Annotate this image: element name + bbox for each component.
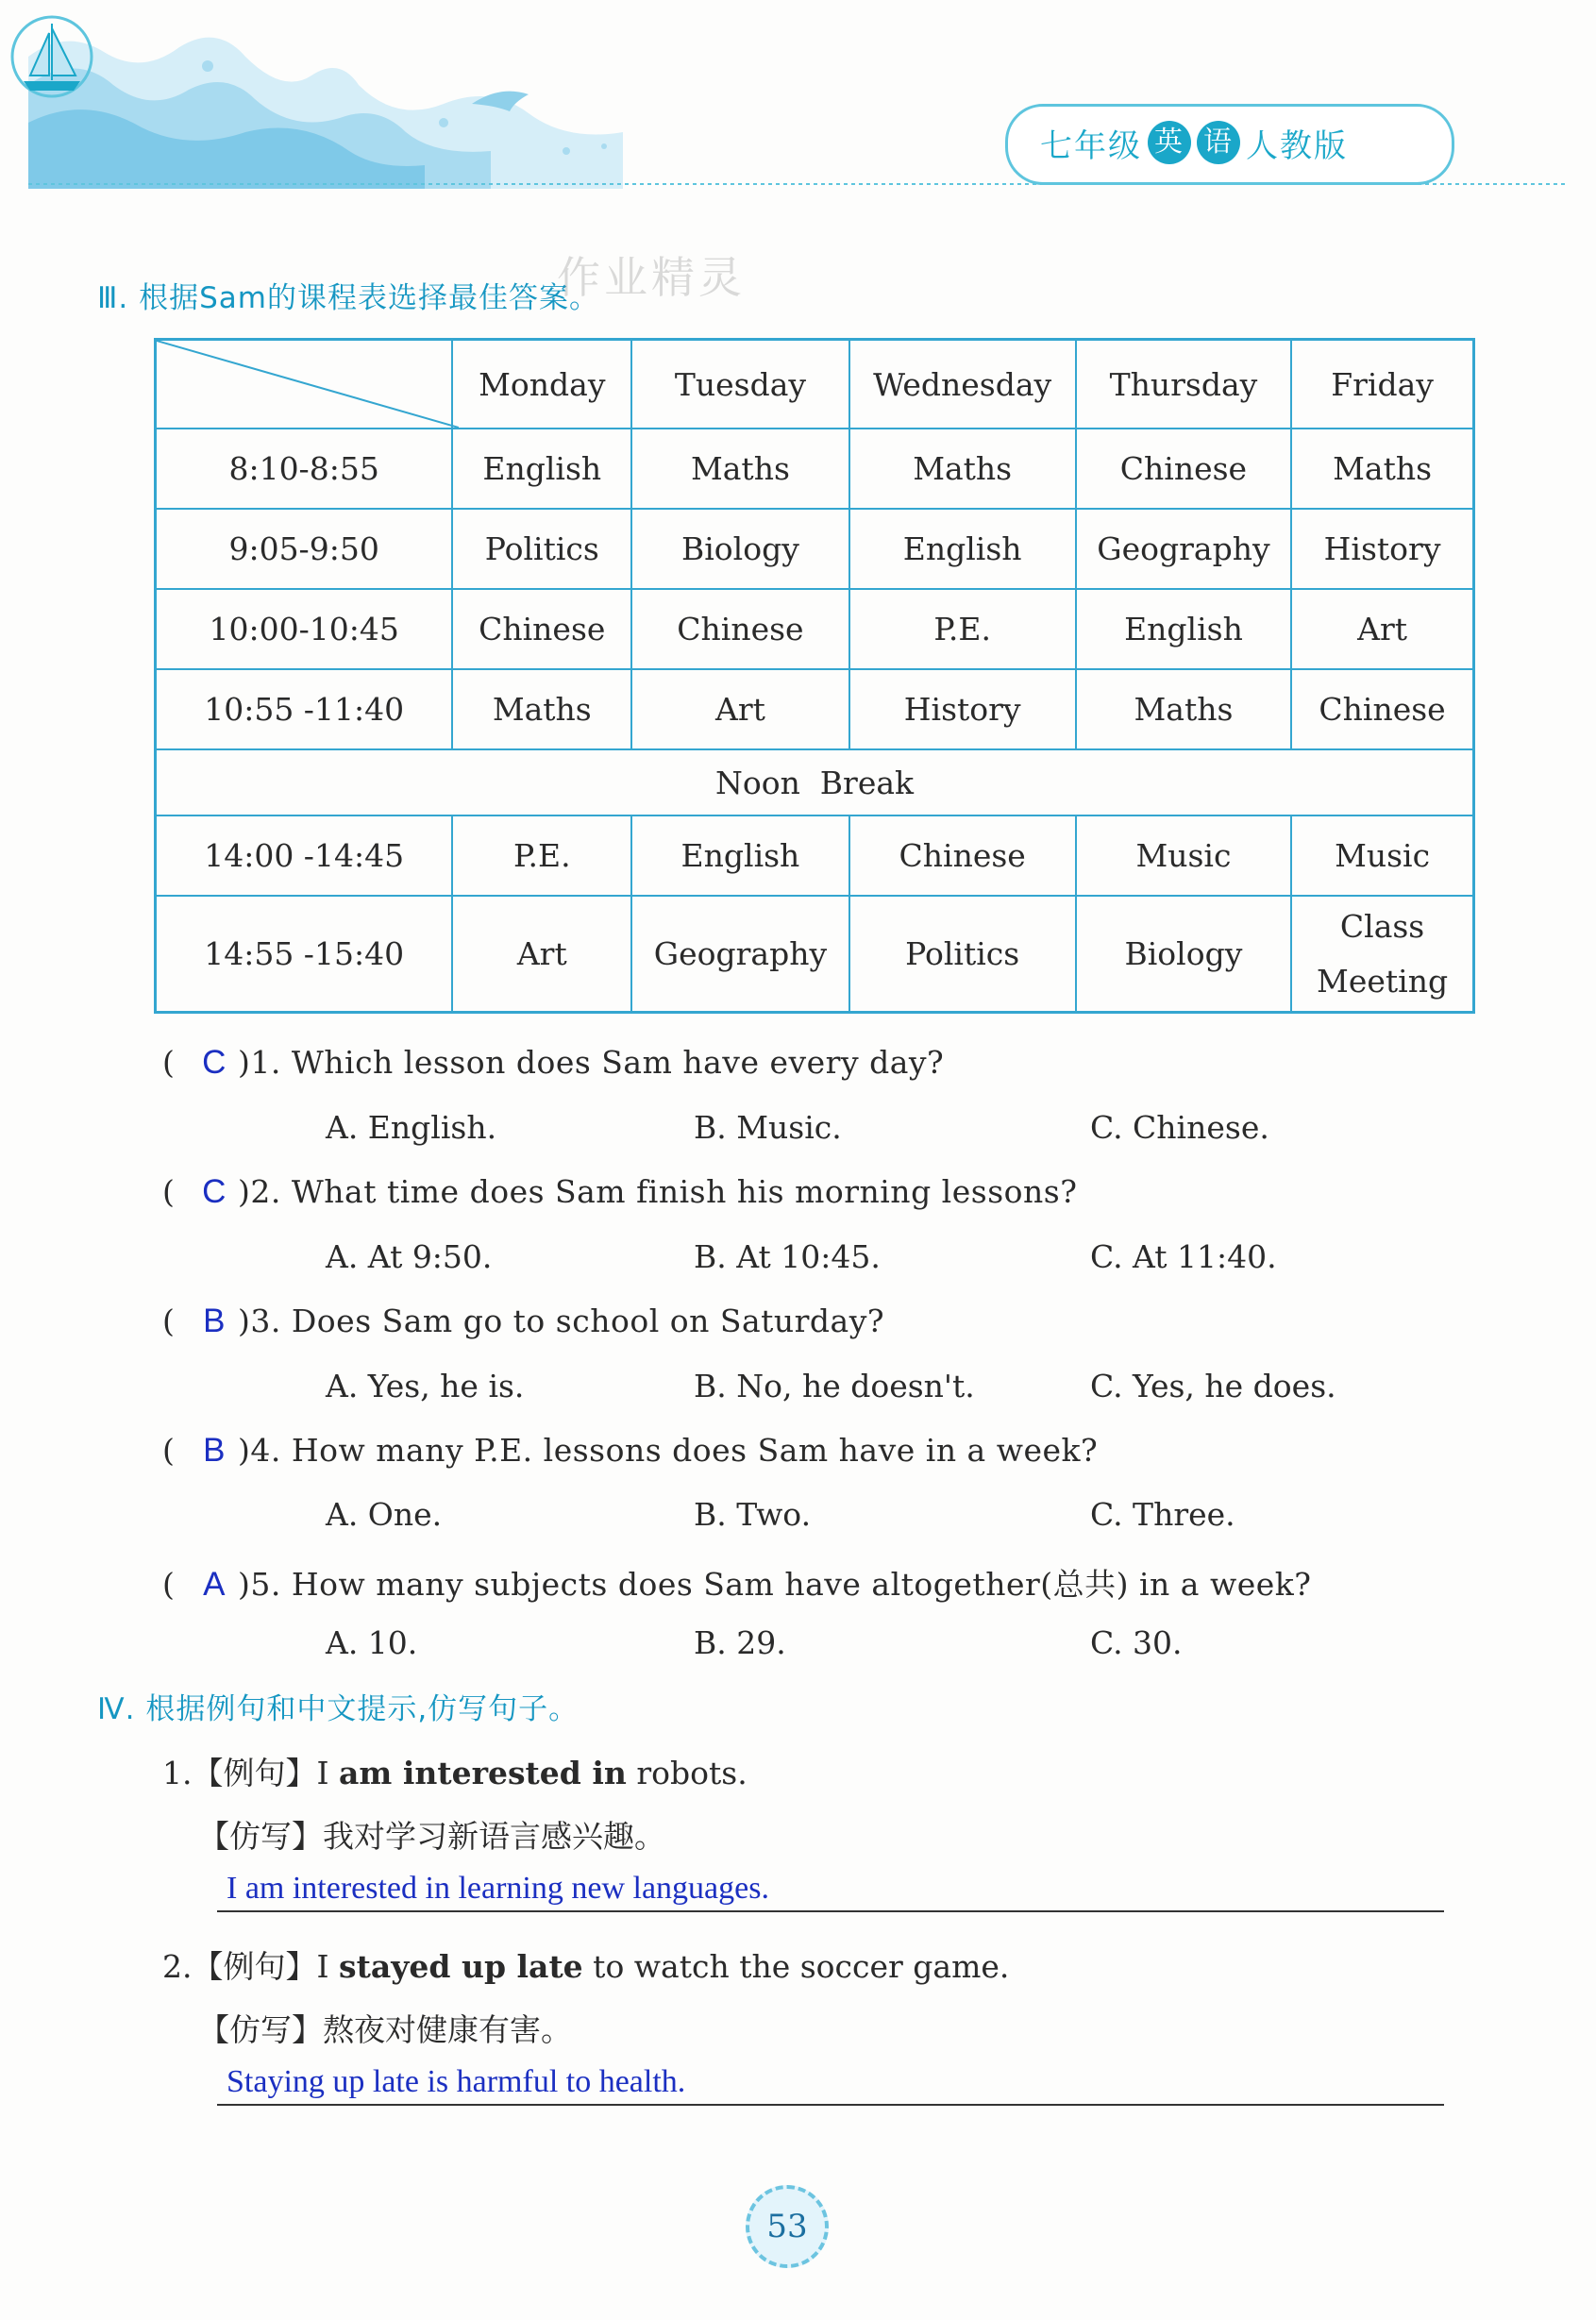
imitate-label: 【仿写】: [198, 1818, 323, 1855]
grade-label: 七年级: [1040, 126, 1142, 165]
table-row: [156, 815, 1474, 896]
example-text: robots.: [626, 1755, 748, 1791]
time-cell: 9:05-9:50: [156, 509, 453, 589]
page-number: 53: [746, 2185, 829, 2268]
table-row: [156, 669, 1474, 749]
day-header: Monday: [452, 340, 631, 429]
example-sentence-2: [162, 1942, 1009, 1987]
question-2: ( C )2. What time does Sam finish his morning lessons?: [162, 1173, 1078, 1210]
lesson-cell: Geography: [1076, 509, 1291, 589]
option-c: C. Yes, he does.: [1090, 1368, 1336, 1404]
option-b: B. 29.: [694, 1624, 786, 1661]
time-cell: 8:10-8:55: [156, 429, 453, 509]
lesson-cell: Maths: [1291, 429, 1473, 509]
schedule-table: [154, 338, 1475, 1014]
option-c: C. 30.: [1090, 1624, 1183, 1661]
imitate-prompt-1: [198, 1812, 665, 1857]
lesson-cell: History: [1291, 509, 1473, 589]
noon-break-row: [156, 749, 1474, 815]
lesson-cell: Art: [452, 896, 631, 1013]
lesson-cell: English: [631, 815, 848, 896]
example-sentence-1: [162, 1749, 748, 1793]
lesson-cell: English: [1076, 589, 1291, 669]
imitate-text: 我对学习新语言感兴趣。: [323, 1818, 665, 1855]
question-1: ( C )1. Which lesson does Sam have every day?: [162, 1044, 945, 1081]
imitate-text: 熬夜对健康有害。: [323, 2011, 572, 2048]
lesson-cell: English: [849, 509, 1076, 589]
option-c: C. Three.: [1090, 1496, 1235, 1533]
lesson-cell: Maths: [849, 429, 1076, 509]
lesson-cell: P.E.: [452, 815, 631, 896]
item-number: 1.: [162, 1755, 193, 1791]
question-text: )5. How many subjects does Sam have altogether(总共) in a week?: [238, 1566, 1312, 1603]
option-a: A. English.: [326, 1109, 497, 1146]
lesson-cell: Politics: [849, 896, 1076, 1013]
example-text: to watch the soccer game.: [582, 1948, 1010, 1985]
table-row: [156, 589, 1474, 669]
lesson-cell: Maths: [631, 429, 848, 509]
lesson-cell: Geography: [631, 896, 848, 1013]
table-row: [156, 509, 1474, 589]
option-a: A. 10.: [326, 1624, 418, 1661]
example-text: I: [316, 1948, 340, 1985]
table-row: [156, 896, 1474, 1013]
lesson-cell: Class Meeting: [1291, 896, 1473, 1013]
lesson-cell: Art: [1291, 589, 1473, 669]
imitate-label: 【仿写】: [198, 2011, 323, 2048]
answer-mark: C: [202, 1044, 227, 1081]
lesson-cell: Music: [1076, 815, 1291, 896]
option-b: B. Music.: [694, 1109, 842, 1146]
option-c: C. Chinese.: [1090, 1109, 1269, 1146]
lesson-cell: Chinese: [452, 589, 631, 669]
answer-line-2[interactable]: Staying up late is harmful to health.: [217, 2064, 1444, 2106]
example-label: 【例句】: [192, 1755, 317, 1791]
day-header: Wednesday: [849, 340, 1076, 429]
question-text: )1. Which lesson does Sam have every day?: [238, 1044, 945, 1081]
day-header: Thursday: [1076, 340, 1291, 429]
day-header: Tuesday: [631, 340, 848, 429]
imitate-prompt-2: [198, 2006, 572, 2050]
lesson-cell: Art: [631, 669, 848, 749]
answer-mark: B: [203, 1303, 226, 1339]
lesson-cell: Chinese: [1291, 669, 1473, 749]
lesson-cell: Music: [1291, 815, 1473, 896]
lesson-cell: Chinese: [631, 589, 848, 669]
option-a: A. At 9:50.: [326, 1238, 493, 1275]
time-cell: 14:00 -14:45: [156, 815, 453, 896]
time-cell: 10:55 -11:40: [156, 669, 453, 749]
section-4-heading: Ⅳ. 根据例句和中文提示,仿写句子。: [97, 1692, 580, 1726]
table-header-row: [156, 340, 1474, 429]
option-a: A. One.: [326, 1496, 443, 1533]
lesson-cell: Biology: [631, 509, 848, 589]
sailboat-icon: [0, 0, 104, 104]
subject-char-2: 语: [1197, 121, 1240, 164]
answer-mark: B: [203, 1432, 226, 1469]
item-number: 2.: [162, 1948, 193, 1985]
answer-mark: A: [203, 1566, 226, 1603]
lesson-cell: Biology: [1076, 896, 1291, 1013]
example-text: I: [316, 1755, 340, 1791]
question-4: ( B )4. How many P.E. lessons does Sam have in a week?: [162, 1432, 1099, 1469]
book-info: [1040, 119, 1348, 166]
day-header: Friday: [1291, 340, 1473, 429]
lesson-cell: History: [849, 669, 1076, 749]
lesson-cell: Chinese: [849, 815, 1076, 896]
corner-cell: [156, 340, 453, 429]
lesson-cell: P.E.: [849, 589, 1076, 669]
page-header: [0, 0, 1596, 198]
question-text: )4. How many P.E. lessons does Sam have in a week?: [238, 1432, 1099, 1469]
lesson-cell: Maths: [452, 669, 631, 749]
option-c: C. At 11:40.: [1090, 1238, 1277, 1275]
answer-line-1[interactable]: I am interested in learning new languages.: [217, 1871, 1444, 1912]
time-cell: 14:55 -15:40: [156, 896, 453, 1013]
option-b: B. Two.: [694, 1496, 812, 1533]
noon-break-cell: Noon Break: [156, 749, 1474, 815]
edition-label: 人教版: [1246, 126, 1348, 165]
example-keyphrase: am interested in: [339, 1755, 627, 1791]
question-text: )3. Does Sam go to school on Saturday?: [238, 1303, 885, 1339]
subject-char-1: 英: [1148, 121, 1191, 164]
lesson-cell: Maths: [1076, 669, 1291, 749]
option-b: B. No, he doesn't.: [694, 1368, 975, 1404]
example-label: 【例句】: [192, 1948, 317, 1985]
lesson-cell: English: [452, 429, 631, 509]
question-3: ( B )3. Does Sam go to school on Saturday?: [162, 1303, 885, 1339]
example-keyphrase: stayed up late: [339, 1948, 583, 1985]
time-cell: 10:00-10:45: [156, 589, 453, 669]
table-row: [156, 429, 1474, 509]
answer-mark: C: [202, 1173, 227, 1210]
watermark: 作业精灵: [557, 252, 746, 303]
section-3-heading: Ⅲ. 根据Sam的课程表选择最佳答案。: [97, 281, 599, 315]
option-a: A. Yes, he is.: [326, 1368, 525, 1404]
lesson-cell: Politics: [452, 509, 631, 589]
question-5: ( A )5. How many subjects does Sam have altogether(总共) in a week?: [162, 1566, 1312, 1603]
option-b: B. At 10:45.: [694, 1238, 881, 1275]
question-text: )2. What time does Sam finish his morning lessons?: [238, 1173, 1078, 1210]
lesson-cell: Chinese: [1076, 429, 1291, 509]
